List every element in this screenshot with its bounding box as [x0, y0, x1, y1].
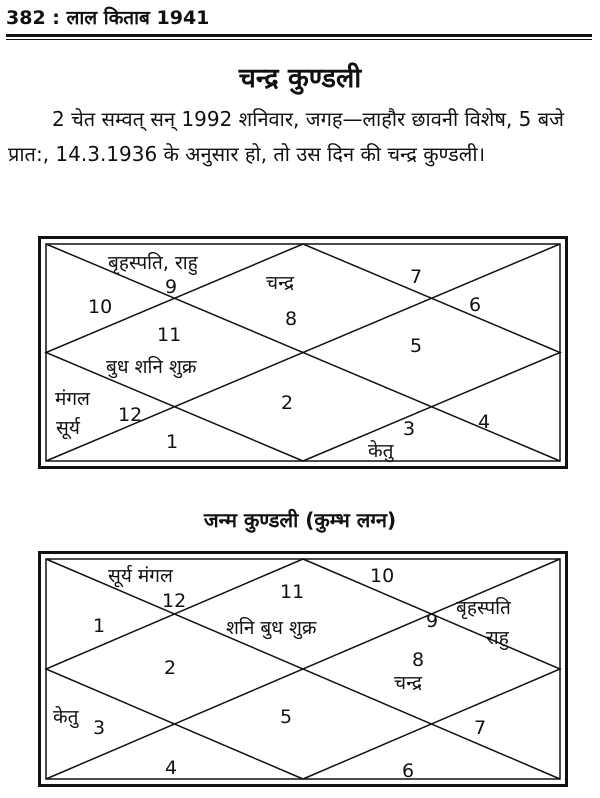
chart2-house-number: 8: [412, 649, 425, 671]
chart1-planets-house11: बुध शनि शुक्र: [106, 356, 197, 378]
chart2-house-number: 12: [162, 590, 187, 612]
chart2-house-number: 11: [280, 581, 305, 603]
header-rule: [6, 34, 592, 37]
chart1-planet-house8: चन्द्र: [266, 272, 295, 294]
chandra-kundali-chart: [38, 236, 568, 469]
chart1-planet-house12: सूर्य: [56, 417, 80, 439]
chart1-house-number: 12: [118, 404, 143, 426]
chart1-house-number: 8: [285, 308, 298, 330]
chart1-planet-house12: मंगल: [55, 388, 90, 410]
chart2-house-number: 7: [474, 717, 487, 739]
intro-paragraph: 2 चेत सम्वत् सन् 1992 शनिवार, जगह—लाहौर छावनी विशेष, 5 बजे प्रात:, 14.3.1936 के अनुसार हो, तो उस दिन की चन्द्र कुण्डली।: [8, 107, 565, 166]
chart2-house-number: 4: [165, 757, 178, 779]
chart2-planets-house12: सूर्य मंगल: [108, 565, 173, 587]
chart1-house-number: 3: [403, 418, 416, 440]
chart2-house-number: 5: [280, 706, 293, 728]
chart2-planet-house3: केतु: [53, 706, 79, 728]
chart2-planets-house11: शनि बुध शुक्र: [226, 617, 317, 639]
chart2-planet-house8: चन्द्र: [394, 672, 423, 694]
chart1-house-number: 4: [478, 411, 491, 433]
chart1-house-number: 2: [281, 392, 294, 414]
chart1-house-number: 6: [469, 294, 482, 316]
section-title: चन्द्र कुण्डली: [238, 63, 362, 94]
header-rule-thin: [6, 39, 592, 40]
chart1-house-number: 10: [88, 296, 113, 318]
chart2-house-number: 3: [93, 717, 106, 739]
chart2-planets-house9: राहु: [486, 627, 509, 649]
chart1-planet-house3: केतु: [368, 440, 394, 462]
chart2-house-number: 1: [93, 615, 106, 637]
chart1-house-number: 11: [157, 324, 182, 346]
chart2-planets-house9: बृहस्पति: [456, 597, 511, 619]
chart2-house-number: 10: [370, 565, 395, 587]
chart1-house-number: 1: [166, 431, 179, 453]
chart1-house-number: 9: [165, 276, 178, 298]
chart1-house-number: 5: [410, 335, 423, 357]
chart1-planets-house9: बृहस्पति, राहु: [108, 252, 198, 274]
chart1-house-number: 7: [410, 266, 423, 288]
janma-kundali-title: जन्म कुण्डली (कुम्भ लग्न): [203, 508, 397, 532]
chart2-house-number: 9: [426, 610, 439, 632]
janma-kundali-chart: [38, 551, 568, 787]
chart2-house-number: 6: [402, 760, 415, 782]
chart2-house-number: 2: [164, 657, 177, 679]
page-header: 382 : लाल किताब 1941: [6, 7, 210, 29]
